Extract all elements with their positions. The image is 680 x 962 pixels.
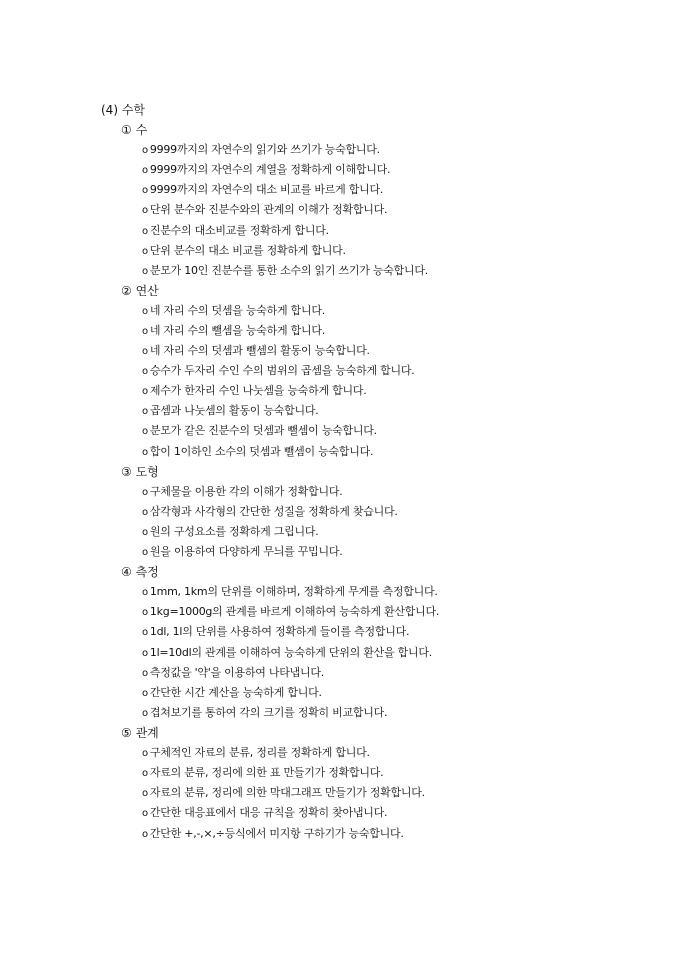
bullet-circle-icon: o [142,366,148,378]
bullet-circle-icon: o [142,667,148,679]
list-item [142,643,432,664]
list-item-text: 1dl, 1l의 단위를 사용하여 정확하게 들이를 측정합니다. [149,625,410,639]
list-item [142,321,325,342]
bullet-circle-icon: o [142,346,148,358]
list-item [142,361,415,382]
section-title: ③ 도형 [121,464,159,479]
list-item-text: 단위 분수와 진분수와의 관계의 이해가 정확합니다. [149,203,388,217]
bullet-circle-icon: o [142,506,148,518]
bullet-circle-icon: o [142,325,148,337]
bullet-circle-icon: o [142,185,148,197]
list-item-text: 구체물을 이용한 각의 이해가 정확합니다. [149,484,343,498]
list-item-text: 간단한 대응표에서 대응 규칙을 정확히 찾아냅니다. [149,806,388,820]
list-item-text: 승수가 두자리 수인 수의 범위의 곱셈을 능숙하게 합니다. [149,364,415,378]
list-item [142,221,329,242]
list-item-text: 원을 이용하여 다양하게 무늬를 꾸밉니다. [149,545,343,559]
list-item-text: 1mm, 1km의 단위를 이해하며, 정확하게 무게를 측정합니다. [149,585,438,599]
list-item [142,502,398,523]
list-item [142,824,404,845]
list-item-text: 삼각형과 사각형의 간단한 성질을 정확하게 찾습니다. [149,504,398,518]
bullet-circle-icon: o [142,225,148,237]
list-item [142,683,322,704]
bullet-circle-icon: o [142,748,148,760]
bullet-circle-icon: o [142,707,148,719]
list-item [142,261,428,282]
list-item-text: 네 자리 수의 덧셈을 능숙하게 합니다. [149,303,325,317]
bullet-circle-icon: o [142,386,148,398]
bullet-circle-icon: o [142,788,148,800]
list-item [142,482,343,503]
list-item [142,301,325,322]
bullet-circle-icon: o [142,547,148,559]
page-heading: (4) 수학 [101,103,145,117]
bullet-circle-icon: o [142,647,148,659]
list-item-text: 단위 분수의 대소 비교를 정확하게 합니다. [149,243,346,257]
list-item [142,341,370,362]
list-item-text: 진분수의 대소비교를 정확하게 합니다. [149,223,329,237]
bullet-circle-icon: o [142,627,148,639]
list-item-text: 9999까지의 자연수의 대소 비교를 바르게 합니다. [149,183,384,197]
list-item-text: 9999까지의 자연수의 계열을 정확하게 이해합니다. [149,163,391,177]
bullet-circle-icon: o [142,526,148,538]
list-item-text: 네 자리 수의 뺄셈을 능숙하게 합니다. [149,323,325,337]
list-item [142,783,425,804]
bullet-circle-icon: o [142,486,148,498]
list-item-text: 자료의 분류, 정리에 의한 막대그래프 만들기가 정확합니다. [149,786,425,800]
bullet-circle-icon: o [142,205,148,217]
list-item [142,381,367,402]
list-item [142,522,319,543]
list-item-text: 9999까지의 자연수의 읽기와 쓰기가 능숙합니다. [149,143,380,157]
list-item-text: 간단한 +,-,×,÷등식에서 미지항 구하기가 능숙합니다. [149,826,404,840]
list-item [142,582,438,603]
bullet-circle-icon: o [142,768,148,780]
list-item [142,241,346,262]
list-item [142,602,439,623]
list-item [142,140,380,161]
list-item-text: 원의 구성요소를 정확하게 그립니다. [149,524,319,538]
list-item [142,442,373,463]
section-title: ④ 측정 [121,565,159,580]
list-item-text: 합이 1이하인 소수의 덧셈과 뺄셈이 능숙합니다. [149,444,374,458]
list-item [142,160,390,181]
list-item [142,743,370,764]
list-item-text: 간단한 시간 계산을 능숙하게 합니다. [149,685,322,699]
bullet-circle-icon: o [142,808,148,820]
list-item-text: 제수가 한자리 수인 나눗셈을 능숙하게 합니다. [149,384,367,398]
bullet-circle-icon: o [142,406,148,418]
list-item [142,663,324,684]
bullet-circle-icon: o [142,426,148,438]
bullet-circle-icon: o [142,687,148,699]
list-item [142,542,343,563]
list-item-text: 1kg=1000g의 관계를 바르게 이해하여 능숙하게 환산합니다. [149,605,440,619]
section-title: ⑤ 관계 [121,726,159,740]
list-item-text: 분모가 같은 진분수의 덧셈과 뺄셈이 능숙합니다. [149,424,377,438]
list-item [142,703,387,724]
list-item-text: 자료의 분류, 정리에 의한 표 만들기가 정확합니다. [149,766,384,780]
list-item-text: 겹쳐보기를 통하여 각의 크기를 정확히 비교합니다. [149,705,388,719]
bullet-circle-icon: o [142,607,148,619]
bullet-circle-icon: o [142,828,148,840]
list-item [142,180,383,201]
bullet-circle-icon: o [142,245,148,257]
list-item-text: 네 자리 수의 덧셈과 뺄셈의 활동이 능숙합니다. [149,344,370,358]
list-item [142,421,377,442]
list-item [142,763,383,784]
section-title: ① 수 [121,123,148,137]
list-item [142,622,409,643]
list-item [142,803,387,824]
bullet-circle-icon: o [142,265,148,277]
bullet-circle-icon: o [142,165,148,177]
bullet-circle-icon: o [142,145,148,157]
bullet-circle-icon: o [142,587,148,599]
section-title: ② 연산 [121,283,159,298]
list-item-text: 구체적인 자료의 분류, 정리를 정확하게 합니다. [149,746,370,760]
bullet-circle-icon: o [142,305,148,317]
list-item [142,200,387,221]
list-item-text: 곱셈과 나눗셈의 활동이 능숙합니다. [149,404,319,418]
bullet-circle-icon: o [142,446,148,458]
list-item-text: 측정값을 '약'을 이용하여 나타냅니다. [149,665,325,679]
list-item-text: 1l=10dl의 관계를 이해하여 능숙하게 단위의 환산을 합니다. [149,645,433,659]
list-item-text: 분모가 10인 진분수를 통한 소수의 읽기 쓰기가 능숙합니다. [149,263,428,277]
list-item [142,401,319,422]
